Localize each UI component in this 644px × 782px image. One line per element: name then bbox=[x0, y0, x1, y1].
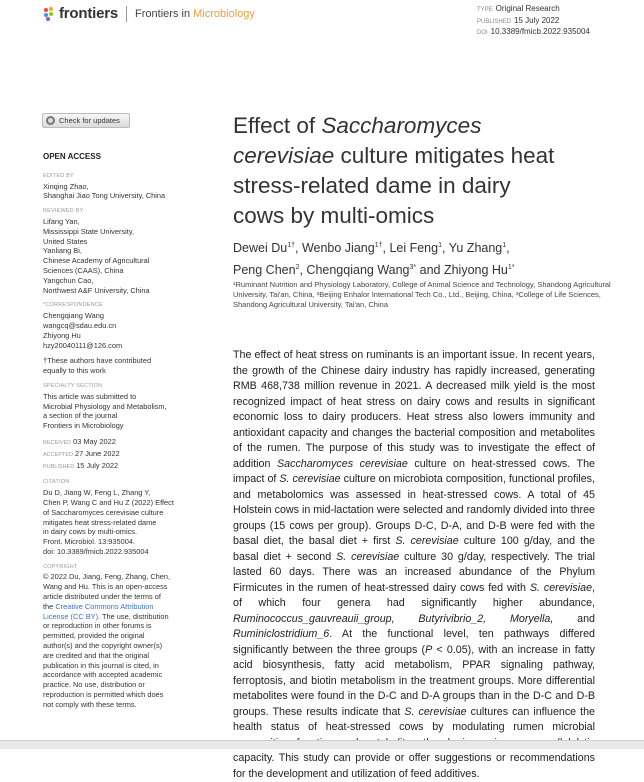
reviewer-line: Yangchun Cao, bbox=[43, 275, 94, 285]
editor-line: Xinqing Zhao, bbox=[43, 181, 89, 191]
article-meta: TYPE Original Research PUBLISHED 15 July 2022 DOI 10.3389/fmicb.2022.935004 bbox=[477, 4, 590, 36]
author-name[interactable]: Zhiyong $Hu^{1*}$ bbox=[443, 263, 515, 278]
open-access-label: OPEN ACCESS bbox=[43, 152, 101, 161]
note-line: equally to this work bbox=[43, 366, 106, 376]
reviewer-line: Yanliang Bi, bbox=[43, 246, 82, 256]
journal-name[interactable]: Frontiers in Microbiology bbox=[135, 7, 255, 20]
citation-line: doi: 10.3389/fmicb.2022.935004 bbox=[43, 546, 149, 556]
reviewed-by bbox=[43, 217, 189, 295]
reviewer-line: Mississippi State University, bbox=[43, 226, 135, 236]
copyright-line: reproduction is permitted which does bbox=[43, 690, 164, 700]
note-line: †These authors have contributed bbox=[43, 356, 152, 366]
check-for-updates-button[interactable]: Check for updates bbox=[42, 113, 130, 128]
correspondence-line: hzy20040111@126.com bbox=[43, 340, 123, 350]
reviewer-line: Northwest A&F University, China bbox=[43, 285, 150, 295]
frontiers-logo-icon bbox=[44, 7, 56, 21]
copyright-line: © 2022 Du, Jiang, Feng, Zhang, Chen, bbox=[43, 572, 171, 582]
author-name[interactable]: Yu Zhang$^1$ bbox=[448, 241, 507, 256]
update-icon bbox=[46, 116, 55, 125]
reviewer-line: Lifang Yan, bbox=[43, 216, 80, 226]
correspondence bbox=[43, 311, 189, 350]
italic-term: S. cerevisiae bbox=[404, 705, 467, 718]
author-name[interactable]: Peng Chen$^2$ bbox=[233, 263, 300, 278]
italic-term: S. cerevisiae bbox=[279, 473, 341, 485]
author-name[interactable]: Dewei $Du^{1\dagger}$ bbox=[233, 241, 295, 256]
italic-term: Ruminiclostridium_6 bbox=[233, 628, 330, 640]
italic-term: P bbox=[425, 643, 433, 656]
citation-line: Du D, Jiang W, Feng L, Zhang Y, bbox=[43, 488, 151, 498]
accepted-date: ACCEPTED 27 June 2022 bbox=[43, 448, 120, 458]
edited-by bbox=[43, 182, 189, 202]
italic-term: S. cerevisiae bbox=[395, 535, 459, 547]
header-divider bbox=[126, 6, 127, 22]
author-name[interactable]: Chengqiang Wang$^{3*}$ bbox=[306, 263, 417, 278]
copyright-line: are credited and that the original bbox=[43, 650, 150, 660]
reviewer-line: United States bbox=[43, 236, 88, 246]
received-date: RECEIVED 03 May 2022 bbox=[43, 436, 116, 446]
author-name[interactable]: Lei Feng$^1$ bbox=[389, 241, 442, 256]
author-list: Dewei $Du^{1\dagger}$, Wenbo Jiang$^{1\dagger}$, Lei Feng$^1$, Yu Zhang$^1$, Peng Chen$^2$, Chengqiang Wang$^{3*}$ and Zhiyong $Hu^{1*}$ bbox=[233, 241, 515, 278]
copyright bbox=[43, 572, 189, 709]
citation-line: mitigates heat stress-related dame bbox=[43, 517, 157, 527]
author-name[interactable]: Wenbo Jiang$^{1\dagger}$ bbox=[301, 241, 383, 256]
copyright-line: the Creative Commons Attribution bbox=[43, 601, 154, 611]
specialty-line: Microbial Physiology and Metabolism, bbox=[43, 401, 167, 411]
italic-term: Saccharomyces cerevisiae bbox=[277, 457, 408, 470]
citation-line: of Saccharomyces cerevisiae culture bbox=[43, 507, 164, 517]
citation bbox=[43, 488, 189, 557]
specialty-section bbox=[43, 392, 189, 431]
sidebar-info: OPEN ACCESS EDITED BY Xinqing Zhao, Shanghai Jiao Tong University, China REVIEWED BY Lifang Yan, Mississippi State University, United States Yanliang Bi, Chinese Academy of Agricultural Sciences (CAAS), China Yangchun Cao, Northwest A&F University, China *CORRESPONDENCE Chengqiang Wang wangcq@sdau.edu.cn Zhiyong Hu hzy20040111@126.com †These authors have contributed equally to this work SPECIALTY SECTION This article was submitted to Microbial Physiology and Metabolism, a section of the journal Frontiers in Microbiology RECEIVED 03 May 2022 ACCEPTED 27 June 2022 PUBLISHED 15 July 2022 CITATION Du D, Jiang W, Feng L, Zhang Y, Chen P, Wang C and Hu Z (2022) Effect of Saccharomyces cerevisiae culture mitigates heat stress-related dame in dairy cows by multi-omics. Front. Microbiol. 13:935004. doi: 10.3389/fmicb.2022.935004 COPYRIGHT © 2022 Du, Jiang, Feng, Zhang, Chen, Wang and Hu. This is an open-access article distributed under the terms of the Creative Commons Attribution License (CC BY). The use, distribution or reproduction in other forums is permitted, provided the original author(s) and the copyright owner(s) are credited and that the original publication in this journal is cited, in accordance with accepted academic practice. No use, distribution or reproduction is permitted which does not comply with these terms. bbox=[43, 152, 189, 710]
article-title: Effect of Saccharomyces cerevisiae culture mitigates heat stress-related dame in dairy cows by multi-omics bbox=[233, 113, 555, 228]
copyright-line: permitted, provided the original bbox=[43, 631, 145, 641]
published-date: PUBLISHED 15 July 2022 bbox=[43, 460, 119, 470]
editor-line: Shanghai Jiao Tong University, China bbox=[43, 191, 166, 201]
publish-date: 15 July 2022 bbox=[514, 15, 560, 25]
italic-term: S. cerevisiae bbox=[529, 581, 593, 594]
copyright-line: publication in this journal is cited, in bbox=[43, 660, 159, 670]
frontiers-logo-text: frontiers bbox=[59, 5, 119, 22]
journal-header bbox=[44, 5, 255, 22]
correspondence-line: Zhiyong Hu bbox=[43, 330, 81, 340]
reviewer-line: Sciences (CAAS), China bbox=[43, 265, 124, 275]
italic-term: S. cerevisiae bbox=[336, 550, 400, 563]
copyright-line: or reproduction in other forums is bbox=[43, 621, 152, 631]
copyright-line: License (CC BY). The use, distribution bbox=[43, 611, 169, 621]
citation-line: Chen P, Wang C and Hu Z (2022) Effect bbox=[43, 497, 174, 507]
correspondence-line: wangcq@sdau.edu.cn bbox=[43, 320, 117, 330]
specialty-line: Frontiers in Microbiology bbox=[43, 421, 124, 431]
reviewer-line: Chinese Academy of Agricultural bbox=[43, 256, 150, 266]
copyright-line: accordance with accepted academic bbox=[43, 670, 163, 680]
abstract: The effect of heat stress on ruminants is an important issue. In recent years, the growth of the Chinese dairy industry has rapidly increased, generating RMB 468,738 million revenue in 2021. A decreased milk yield is the most recognized impact of heat stress on dairy cows and results in significant economic loss to dairy producers. Heat stress also lowers immunity and antioxidant capacity and changes the bacterial composition and metabolites of the rumen. The purpose of this study was to investigate the effect of addition Saccharomyces cerevisiae culture on heat-stressed cows. The impact of S. cerevisiae culture on microbiota composition, functional profiles, and metabolomics was assessed in heat-stressed cows. A total of 45 Holstein cows in mid-lactation were selected and randomly divided into three groups (15 cows per group). Groups D-C, D-A, and D-B were fed with the basal diet, the basal diet + first S. cerevisiae culture 100 g/day, and the basal diet + second S. cerevisiae culture 30 g/day, respectively. The trial lasted 60 days. There was an increased abundance of the Phylum Firmicutes in the rumen of heat-stressed dairy cows fed with S. cerevisiae, of which four genera had significantly higher abundance, Ruminococcus_gauvreauii_group, Butyrivibrio_2, Moryella, and Ruminiclostridium_6. At the functional level, ten pathways differed significantly between the three groups (P < 0.05), with an increase in fatty acid biosynthesis, fatty acid metabolism, PPAR signaling pathway, ferroptosis, and biotin metabolism in the treatment groups. More differential metabolites were found in the D-C and D-A groups than in the D-C and D-B groups. These results indicate that S. cerevisiae cultures can influence the health status of heat-stressed cows by modulating rumen microbial capacity. This study can provide or offer suggestions or recommendations for the development and utilization of feed additives. bbox=[233, 349, 595, 780]
copyright-line: author(s) and the copyright owner(s) bbox=[43, 641, 163, 651]
article-type: Original Research bbox=[495, 4, 560, 13]
specialty-line: This article was submitted to bbox=[43, 391, 137, 401]
copyright-line: article distributed under the terms of bbox=[43, 592, 161, 602]
specialty-line: a section of the journal bbox=[43, 411, 118, 421]
copyright-line: practice. No use, distribution or bbox=[43, 680, 145, 690]
copyright-line: Wang and Hu. This is an open-access bbox=[43, 582, 168, 592]
correspondence-line: Chengqiang Wang bbox=[43, 311, 104, 321]
equal-contribution-note bbox=[43, 356, 189, 376]
citation-line: Front. Microbiol. 13:935004. bbox=[43, 537, 136, 547]
affiliations: ¹Ruminant Nutrition and Physiology Laboratory, College of Animal Science and Technology, Shandong Agricultural University, Tai'an, China, ²Beijing Enhalor International Tech Co., Ltd., Beijing, China, ³College of Life Sciences, Shandong Agricultural University, Tai'an, China bbox=[233, 280, 611, 309]
copyright-line: not comply with these terms. bbox=[43, 699, 137, 709]
license-link[interactable]: Creative Commons Attribution bbox=[55, 601, 154, 611]
license-link[interactable]: License (CC BY) bbox=[43, 611, 99, 621]
citation-line: in dairy cows by multi-omics. bbox=[43, 527, 138, 537]
italic-term: Ruminococcus_gauvreauii_group, Butyrivibrio_2, Moryella, bbox=[233, 612, 554, 625]
doi[interactable]: 10.3389/fmicb.2022.935004 bbox=[490, 27, 590, 36]
